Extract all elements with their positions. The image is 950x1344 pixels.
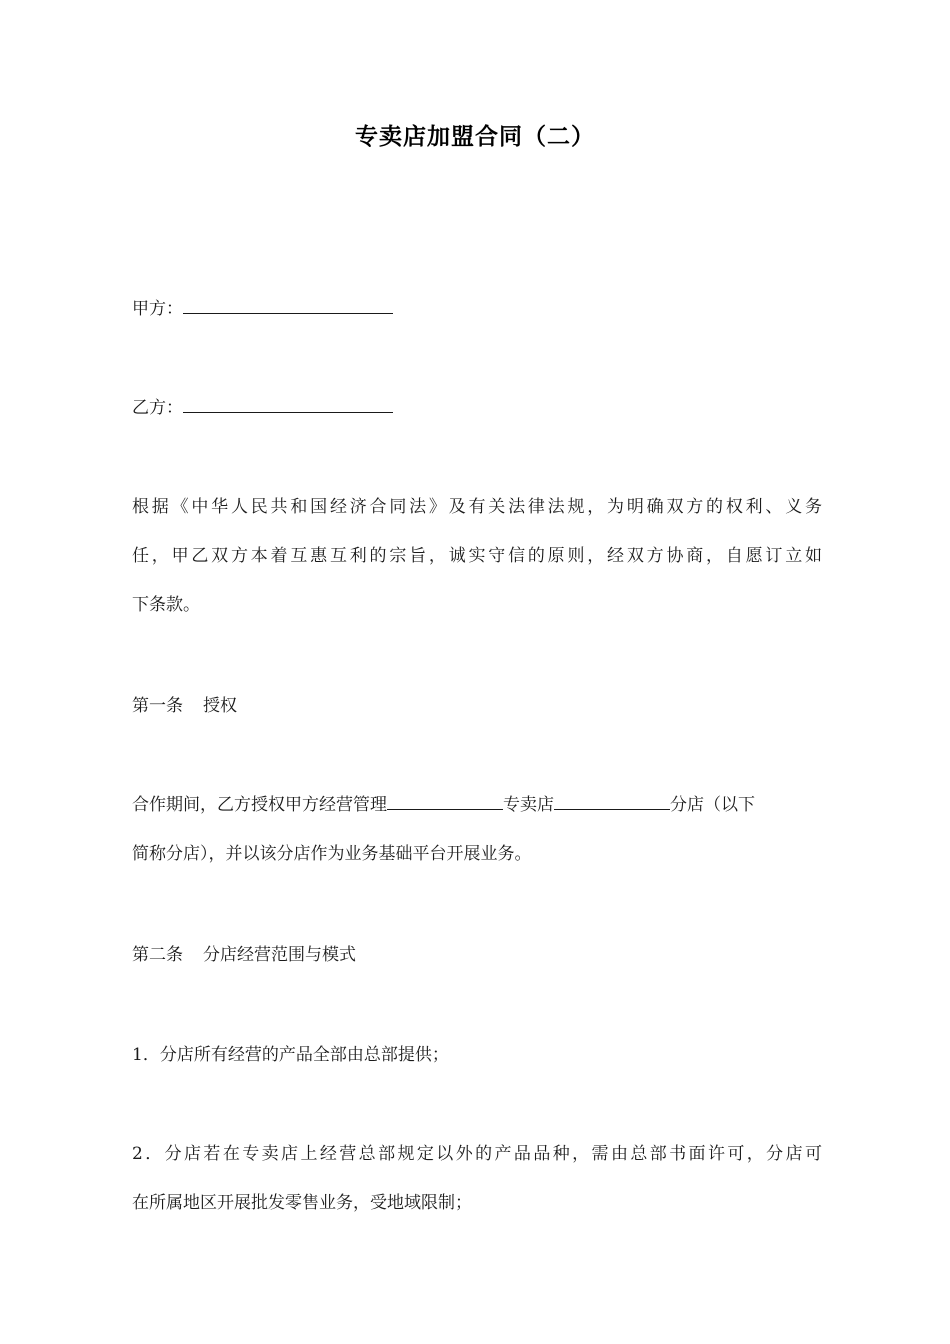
article-2-item-2-line-1: 2．分店若在专卖店上经营总部规定以外的产品品种，需由总部书面许可，分店可 [132,1144,822,1164]
preamble-line-1: 根据《中华人民共和国经济合同法》及有关法律法规，为明确双方的权利、义务 [132,497,822,517]
article-1-text-part-1: 合作期间，乙方授权甲方经营管理 [132,795,387,815]
article-1-title: 授权 [203,696,237,716]
article-2-title: 分店经营范围与模式 [203,945,356,965]
party-b-blank [183,398,393,413]
article-1-heading [132,682,822,731]
article-1-text-part-3: 分店（以下 [670,795,755,815]
article-1-number: 第一条 [132,696,183,716]
preamble-line-2: 任，甲乙双方本着互惠互利的宗旨，诚实守信的原则，经双方协商，自愿订立如 [132,546,822,566]
article-1-line-1 [132,781,822,830]
party-a-label: 甲方： [132,299,183,319]
store-name-blank [387,795,503,810]
branch-name-blank [554,795,670,810]
article-2-item-2-line-2: 在所属地区开展批发零售业务，受地域限制； [132,1193,472,1213]
article-1-line-2: 简称分店），并以该分店作为业务基础平台开展业务。 [132,844,532,864]
article-1-text-part-2: 专卖店 [503,795,554,815]
article-2-heading [132,931,822,980]
party-b-line [132,384,822,433]
party-a-line [132,285,822,334]
document-title: 专卖店加盟合同（二） [355,124,595,150]
party-b-label: 乙方： [132,398,183,418]
article-2-number: 第二条 [132,945,183,965]
preamble-line-3: 下条款。 [132,595,200,615]
party-a-blank [183,299,393,314]
article-2-item-1: 1．分店所有经营的产品全部由总部提供； [132,1045,449,1065]
